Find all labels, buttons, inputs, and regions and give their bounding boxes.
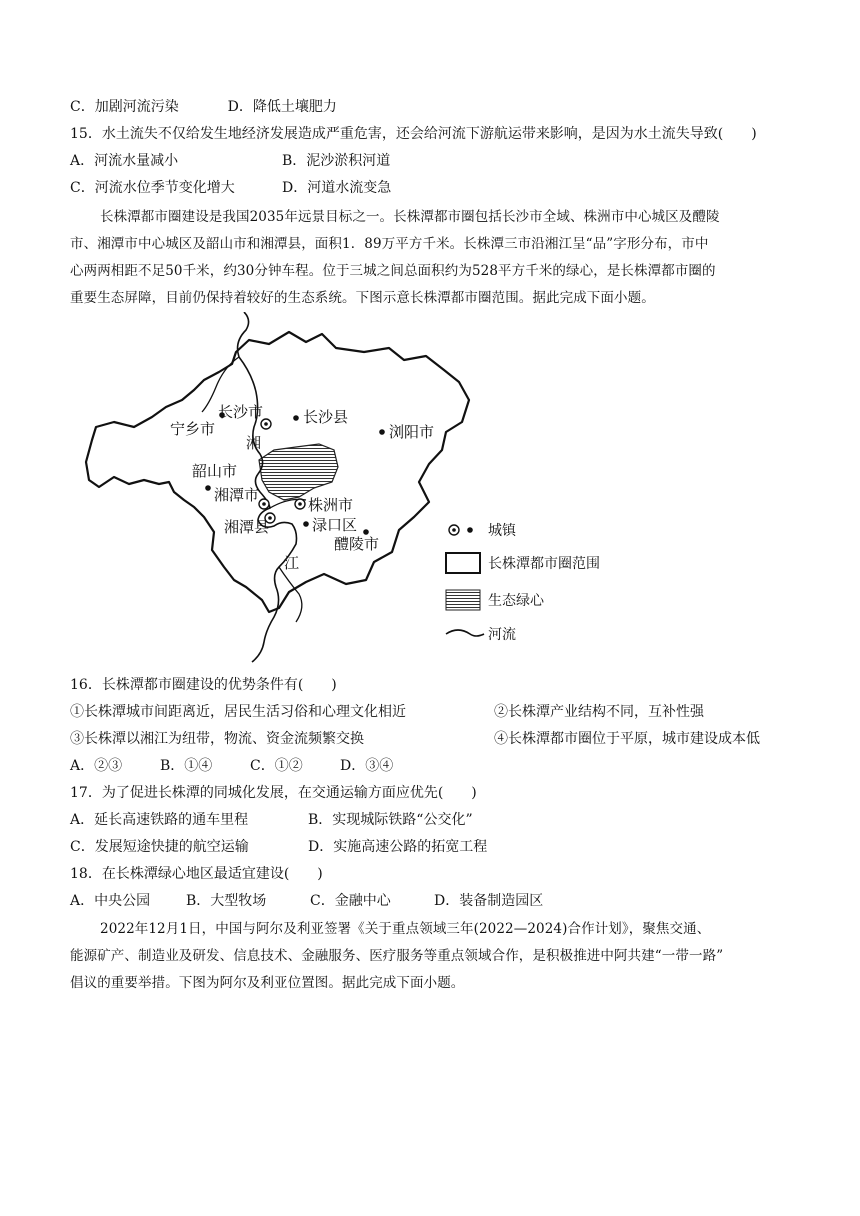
q16-statement-3: ③长株潭以湘江为纽带，物流、资金流频繁交换 bbox=[70, 731, 364, 747]
q16-option-a: A．②③ bbox=[70, 758, 123, 774]
passage2-line-2: 能源矿产、制造业及研发、信息技术、金融服务、医疗服务等重点领域合作，是积极推进中阿共建“一带一路” bbox=[70, 948, 724, 964]
q15-option-b: B．泥沙淤积河道 bbox=[282, 153, 391, 169]
q15-option-d: D．河道水流变急 bbox=[282, 180, 392, 196]
passage2-line-3: 倡议的重要举措。下图为阿尔及利亚位置图。据此完成下面小题。 bbox=[70, 975, 465, 991]
q16-statement-2: ②长株潭产业结构不同，互补性强 bbox=[494, 704, 704, 720]
passage1-line-1: 长株潭都市圈建设是我国2035年远景目标之一。长株潭都市圈包括长沙市全域、株洲市中心城区及醴陵 bbox=[100, 209, 720, 225]
q17-stem: 17．为了促进长株潭的同城化发展，在交通运输方面应优先( ) bbox=[70, 785, 477, 801]
legend-green-heart-label: 生态绿心 bbox=[488, 593, 544, 609]
zhuzhou-marker bbox=[295, 499, 305, 509]
q14-option-d: D．降低土壤肥力 bbox=[227, 99, 337, 115]
passage1-line-3: 心两两相距不足50千米，约30分钟车程。位于三城之间总面积约为528平方千米的绿心，是长株潭都市圈的 bbox=[70, 263, 716, 279]
label-shaoshan: 韶山市 bbox=[192, 462, 238, 480]
q16-stem: 16．长株潭都市圈建设的优势条件有( ) bbox=[70, 677, 337, 693]
q17-option-b: B．实现城际铁路“公交化” bbox=[308, 812, 473, 828]
legend-green-heart-symbol bbox=[446, 590, 480, 610]
label-changsha-shi: 长沙市 bbox=[218, 403, 264, 421]
legend-boundary-label: 长株潭都市圈范围 bbox=[488, 556, 600, 572]
label-ningxiang: 宁乡市 bbox=[170, 420, 216, 438]
q16-statement-4: ④长株潭都市圈位于平原，城市建设成本低 bbox=[494, 731, 760, 747]
xiangtan-shi-marker bbox=[259, 499, 269, 509]
lukou-dot bbox=[303, 521, 309, 527]
q18-option-a: A．中央公园 bbox=[70, 893, 151, 909]
label-liuyang: 浏阳市 bbox=[389, 423, 435, 441]
q17-option-c: C．发展短途快捷的航空运输 bbox=[70, 839, 249, 855]
map-legend bbox=[446, 522, 600, 643]
legend-town-symbol bbox=[449, 525, 473, 535]
label-xiangtan-shi: 湘潭市 bbox=[214, 486, 260, 504]
passage1-line-4: 重要生态屏障，目前仍保持着较好的生态系统。下图示意长株潭都市圈范围。据此完成下面小题。 bbox=[70, 290, 655, 306]
changsha-xian-dot bbox=[293, 415, 299, 421]
q15-stem: 15．水土流失不仅给发生地经济发展造成严重危害，还会给河流下游航运带来影响，是因为水土流失导致( ) bbox=[70, 126, 757, 142]
legend-town-label: 城镇 bbox=[488, 523, 516, 539]
legend-river-symbol bbox=[446, 630, 484, 636]
passage1-line-2: 市、湘潭市中心城区及韶山市和湘潭县，面积1．89万平方千米。长株潭三市沿湘江呈“品”字形分布，市中 bbox=[70, 236, 709, 252]
ecological-green-heart bbox=[259, 444, 338, 500]
q14-option-c: C．加剧河流污染 bbox=[70, 99, 179, 115]
passage2-line-1: 2022年12月1日，中国与阿尔及利亚签署《关于重点领域三年(2022—2024)合作计划》，聚焦交通、 bbox=[100, 921, 711, 937]
q18-option-b: B．大型牧场 bbox=[186, 893, 267, 909]
label-xiang-char: 湘 bbox=[246, 434, 262, 452]
label-jiang-char: 江 bbox=[284, 554, 300, 572]
q18-option-c: C．金融中心 bbox=[310, 893, 391, 909]
shaoshan-dot bbox=[205, 485, 211, 491]
q18-option-d: D．装备制造园区 bbox=[434, 893, 544, 909]
q14-options-cd bbox=[70, 98, 337, 116]
liuyang-dot bbox=[379, 429, 385, 435]
river-tributary-south bbox=[279, 567, 302, 622]
label-lukou: 渌口区 bbox=[312, 516, 358, 534]
q17-option-a: A．延长高速铁路的通车里程 bbox=[70, 812, 249, 828]
label-liling: 醴陵市 bbox=[334, 535, 380, 553]
label-xiangtan-xian: 湘潭县 bbox=[224, 518, 270, 536]
liling-dot bbox=[363, 529, 369, 535]
q15-option-c: C．河流水位季节变化增大 bbox=[70, 180, 235, 196]
q15-option-a: A．河流水量减小 bbox=[70, 153, 179, 169]
label-changsha-xian: 长沙县 bbox=[303, 408, 349, 426]
label-zhuzhou: 株洲市 bbox=[308, 496, 354, 514]
legend-river-label: 河流 bbox=[488, 627, 516, 643]
q16-option-d: D．③④ bbox=[340, 758, 394, 774]
q18-stem: 18．在长株潭绿心地区最适宜建设( ) bbox=[70, 866, 323, 882]
legend-boundary-symbol bbox=[446, 553, 480, 573]
q16-option-c: C．①② bbox=[250, 758, 303, 774]
q17-option-d: D．实施高速公路的拓宽工程 bbox=[308, 839, 488, 855]
q16-option-b: B．①④ bbox=[160, 758, 213, 774]
q16-statement-1: ①长株潭城市间距离近，居民生活习俗和心理文化相近 bbox=[70, 704, 406, 720]
changzhutan-map bbox=[74, 312, 634, 668]
